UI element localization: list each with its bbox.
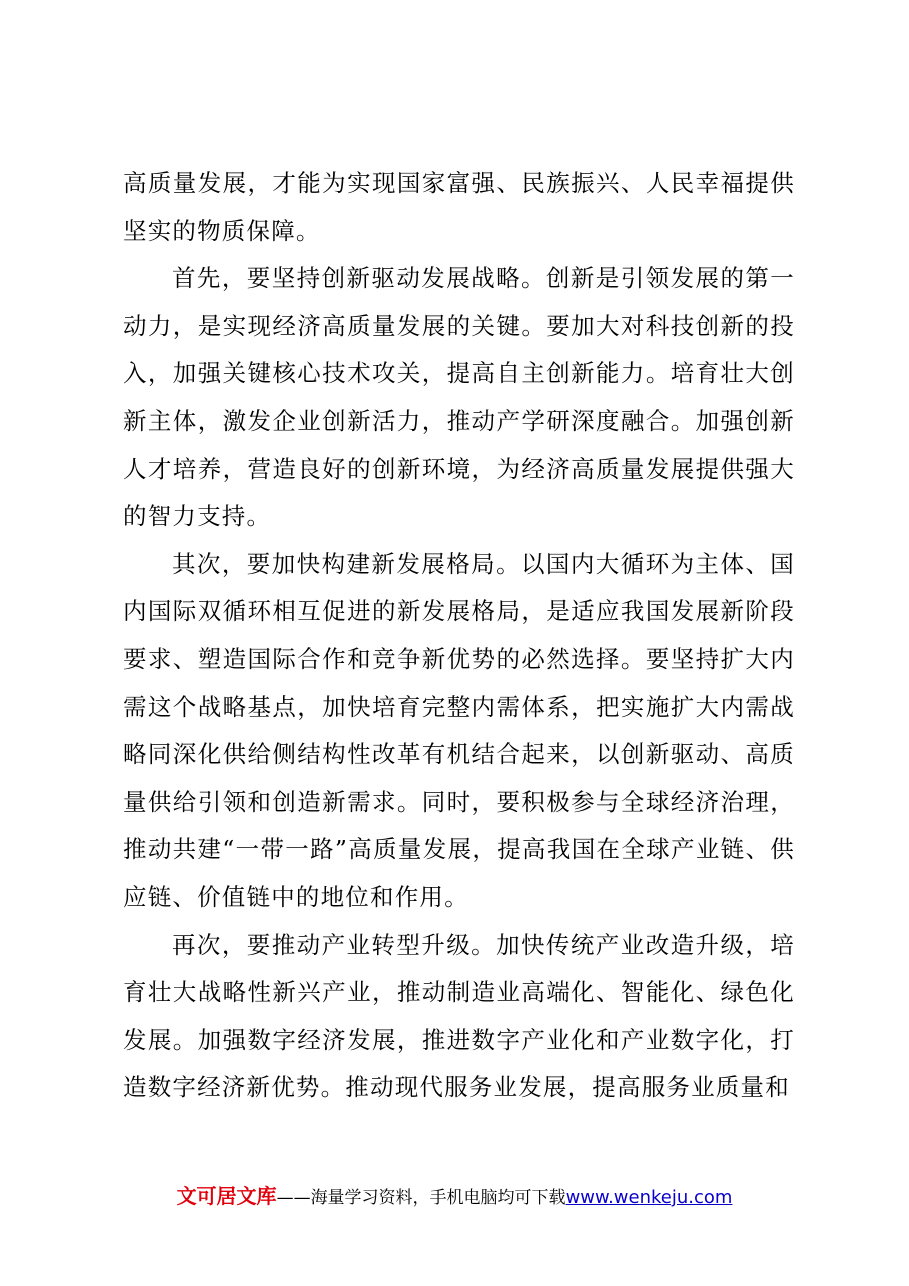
paragraph-innovation: 首先，要坚持创新驱动发展战略。创新是引领发展的第一动力，是实现经济高质量发展的关键。要加大对科技创新的投入，加强关键核心技术攻关，提高自主创新能力。培育壮大创新主体，激发企业创新活力，推动产学研深度融合。加强创新人才培养，营造良好的创新环境，为经济高质量发展提供强大的智力支持。 [123, 264, 795, 531]
page-footer [0, 1180, 909, 1209]
footer-website-link[interactable]: www.wenkeju.com [565, 1187, 733, 1208]
paragraph-industry-upgrade: 再次，要推动产业转型升级。加快传统产业改造升级，培育壮大战略性新兴产业，推动制造业高端化、智能化、绿色化发展。加强数字经济发展，推进数字产业化和产业数字化，打造数字经济新优势。推动现代服务业发展，提高服务业质量和 [123, 930, 795, 1102]
paragraph-new-pattern: 其次，要加快构建新发展格局。以国内大循环为主体、国内国际双循环相互促进的新发展格局，是适应我国发展新阶段要求、塑造国际合作和竞争新优势的必然选择。要坚持扩大内需这个战略基点，加快培育完整内需体系，把实施扩大内需战略同深化供给侧结构性改革有机结合起来，以创新驱动、高质量供给引领和创造新需求。同时，要积极参与全球经济治理，推动共建“一带一路”高质量发展，提高我国在全球产业链、供应链、价值链中的地位和作用。 [123, 549, 795, 911]
document-body [123, 160, 795, 1112]
footer-brand: 文可居文库 [176, 1184, 277, 1208]
paragraph-continuation: 高质量发展，才能为实现国家富强、民族振兴、人民幸福提供坚实的物质保障。 [123, 169, 795, 245]
footer-tagline: ——海量学习资料，手机电脑均可下载 [276, 1188, 566, 1208]
